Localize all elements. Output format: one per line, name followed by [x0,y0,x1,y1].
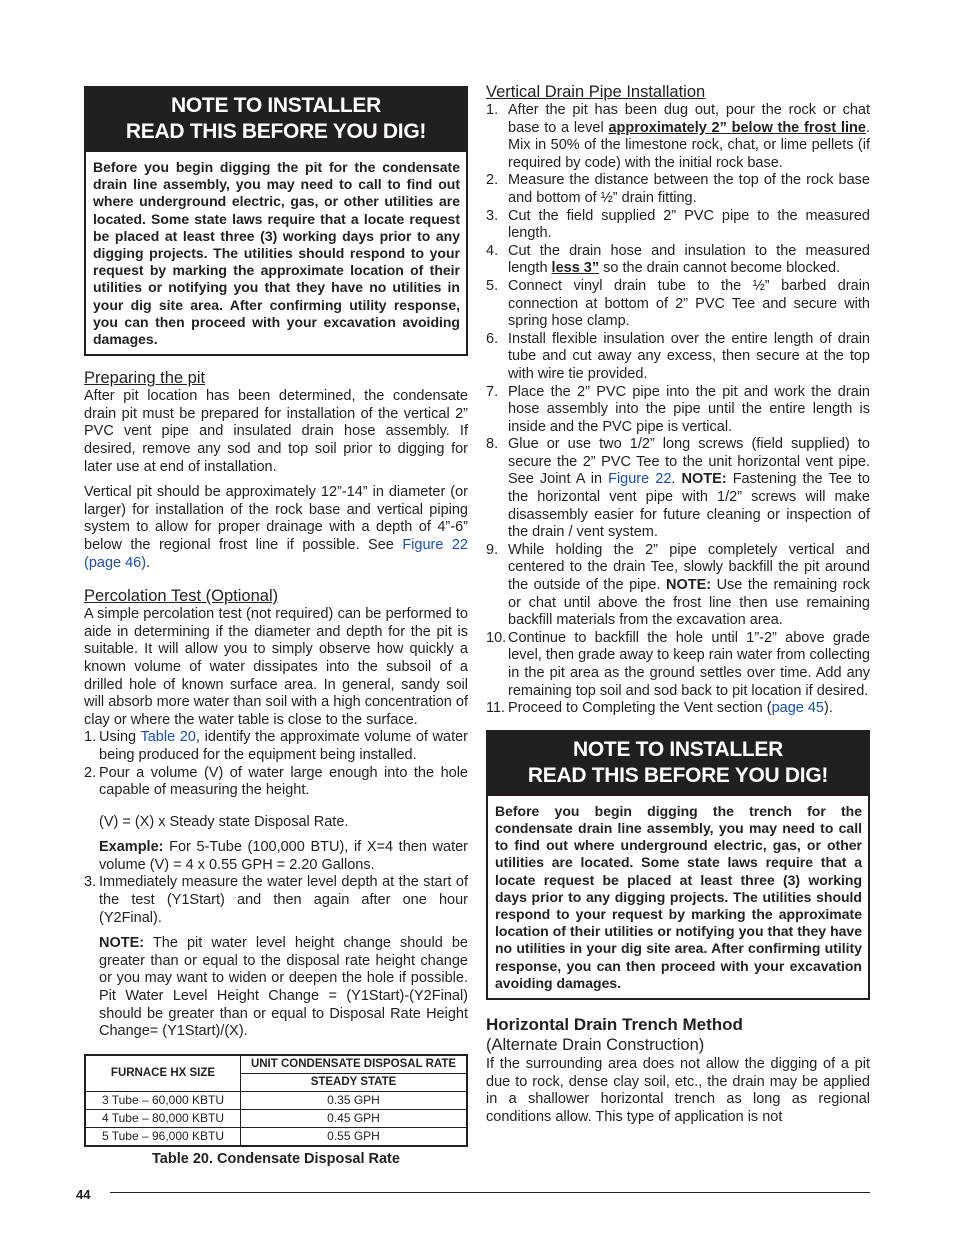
list-item: 2. Pour a volume (V) of water large enough into the hole capable of measuring the height. [84,764,468,799]
preparing-paragraph-1: After pit location has been determined, the condensate drain pit must be prepared for installation of the vertical 2” PVC vent pipe and insulated drain hose assembly. If desired, remove any sod and top soil prior to digging for later use at end of installation. [84,388,468,475]
note-box-body: Before you begin digging the trench for the condensate drain line assembly, you may need to call to find out where underground electric, gas, or other utilities are located. Some state laws require that a locate request be placed at least three (3) working days prior to any digging projects. The utilities should respond to your request by marking the approximate location of their utilities or notifying you that they have no utilities in your dig site area. After confirming utility response, you can then proceed with your excavation avoiding damages. [495,802,862,991]
list-item: 2. Measure the distance between the top of the rock base and bottom of ½” drain fitting. [486,172,870,206]
list-item: 10. Continue to backfill the hole until 1”-2” above grade level, then grade away to keep rain water from collecting in the pit area as the ground settles over time. Add any remaining top soil and sod back to pit location if desired. [486,629,870,699]
right-column [486,82,870,1126]
horizontal-trench-heading: Horizontal Drain Trench Method [486,1015,743,1035]
footer-divider [110,1192,870,1193]
note-box-body: Before you begin digging the pit for the condensate drain line assembly, you may need to call to find out where underground electric, gas, or other utilities are located. Some state laws require that a locate request be placed at least three (3) working days prior to any digging projects. The utilities should respond to your request by marking the approximate location of their utilities or notifying you that they have no utilities in your dig site area. After confirming utility response, you can then proceed with your excavation avoiding damages. [93,159,460,348]
table-20-link[interactable]: Table 20 [140,729,196,746]
vertical-drain-heading: Vertical Drain Pipe Installation [486,83,706,101]
table-header-row [85,1055,467,1074]
list-item: 1. After the pit has been dug out, pour the rock or chat base to a level approximately 2” below the frost line. Mix in 50% of the limestone rock, chat, or lime pellets (if required by code) with the initial rock base. [486,102,870,171]
figure-22-link[interactable]: Figure 22 [608,471,672,488]
list-item: 8. Glue or use two 1/2” long screws (field supplied) to secure the 2” PVC Tee to the unit horizontal vent pipe. See Joint A in Figure 22. NOTE: Fastening the Tee to the horizontal vent pipe with 1/2” screws will make disassembly easier for future cleaning or inspection of the drain / vent system. [486,436,870,541]
percolation-steps [84,729,468,799]
percolation-paragraph: A simple percolation test (not required) can be performed to aide in determining if the diameter and depth for the pit is suitable. It will allow you to simply observe how quickly a known volume of water dissipates into the subsoil of a drilled hole of known surface area. In general, sandy soil will absorb more water than soil with a high concentration of clay or where the water table is close to the surface. [84,606,468,728]
horizontal-trench-subheading: (Alternate Drain Construction) [486,1036,705,1055]
list-item: 3. Immediately measure the water level depth at the start of the test (Y1Start) and then again after one hour (Y2Final). [84,874,468,926]
left-column [84,82,468,1167]
vertical-steps [486,102,870,718]
list-item: 5. Connect vinyl drain tube to the ½” barbed drain connection at bottom of 2” PVC Tee and secure with spring hose clamp. [486,277,870,330]
list-item: 3. Cut the field supplied 2” PVC pipe to the measured length. [486,207,870,242]
condensate-disposal-rate-table [84,1054,468,1147]
percolation-note: NOTE: The pit water level height change should be greater than or equal to the disposal rate height change or you may want to widen or deepen the hole if possible. Pit Water Level Height Change = (Y1Start)-(Y2Final) should be greater than or equal to Disposal Rate Height Change= (Y1Start)/(X). [99,935,468,1040]
note-title-line1: NOTE TO INSTALLER [171,94,381,117]
note-title-line2: READ THIS BEFORE YOU DIG! [125,120,427,143]
note-title-line1: NOTE TO INSTALLER [573,737,783,761]
note-to-installer-box-bottom [486,730,870,1000]
table-row: 5 Tube – 96,000 KBTU 0.55 GPH [85,1127,467,1146]
note-to-installer-box-top [84,86,468,356]
list-item: 7. Place the 2” PVC pipe into the pit and work the drain hose assembly into the pipe until the entire length is inside and the PVC pipe is vertical. [486,383,870,435]
volume-formula: (V) = (X) x Steady state Disposal Rate. [99,813,349,830]
example-text: Example: For 5-Tube (100,000 BTU), if X=4 then water volume (V) = 4 x 0.55 GPH = 2.20 Gallons. [99,839,468,873]
percolation-test-heading: Percolation Test (Optional) [84,587,279,606]
list-item: 1. Using Table 20, identify the approximate volume of water being produced for the equipment being installed. [84,729,469,763]
preparing-paragraph-2: Vertical pit should be approximately 12”-14” in diameter (or larger) for installation of the rock base and vertical piping system to allow for proper drainage with a depth of 4”-6” below the regional frost line if possible. See Figure 22 (page 46). [84,484,468,571]
header-furnace-hx-size: FURNACE HX SIZE [85,1055,241,1092]
page-45-link[interactable]: page 45 [771,700,824,717]
percolation-steps-cont [84,874,468,927]
horizontal-paragraph: If the surrounding area does not allow the digging of a pit due to rock, dense clay soil, etc., the drain may be applied in a shallower horizontal trench as long as regional conditions allow. This type of application is not [486,1056,870,1125]
note-title-line2: READ THIS BEFORE YOU DIG! [527,763,829,787]
table-caption: Table 20. Condensate Disposal Rate [152,1150,400,1167]
header-steady-state: STEADY STATE [241,1073,468,1091]
note-box-header [488,732,868,796]
note-box-header [86,88,466,152]
list-item: 6. Install flexible insulation over the entire length of drain tube and cut away any excess, then secure at the top with wire tie provided. [486,330,870,382]
preparing-pit-heading: Preparing the pit [84,369,206,388]
list-item: 9. While holding the 2” pipe completely vertical and centered to the drain Tee, slowly backfill the pit around the outside of the pipe. NOTE: Use the remaining rock or chat until above the frost line then use remaining backfill materials from the excavation area. [486,541,870,629]
header-disposal-rate: UNIT CONDENSATE DISPOSAL RATE [241,1055,468,1074]
list-item: 4. Cut the drain hose and insulation to the measured length less 3” so the drain cannot become blocked. [486,242,870,277]
page-number: 44 [76,1187,91,1202]
list-item: 11. Proceed to Completing the Vent section (page 45). [486,700,833,717]
table-row: 3 Tube – 60,000 KBTU 0.35 GPH [85,1091,467,1109]
table-row: 4 Tube – 80,000 KBTU 0.45 GPH [85,1109,467,1127]
figure-22-link[interactable]: Figure 22 (page 46) [84,536,468,571]
